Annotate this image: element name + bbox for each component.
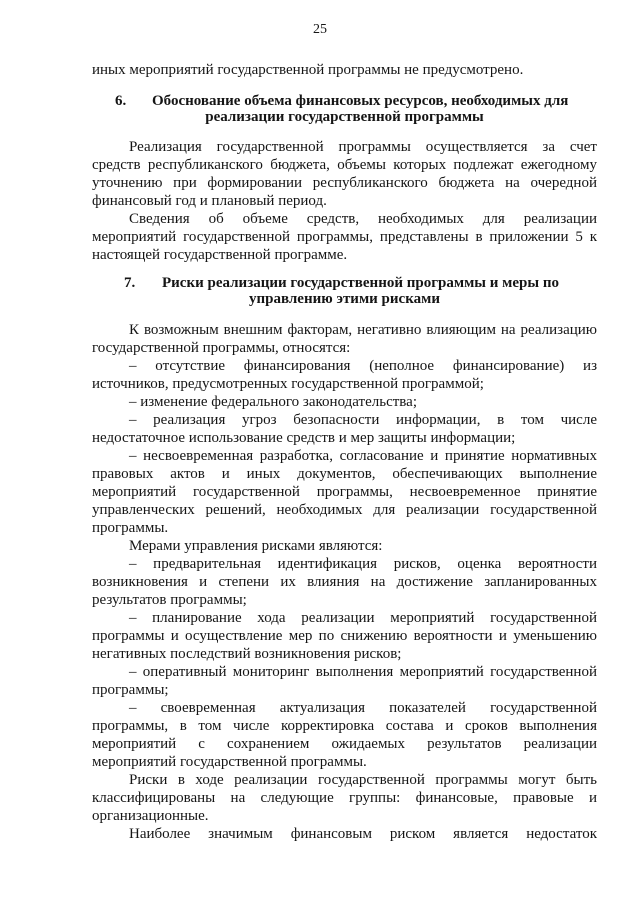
paragraph: [92, 771, 597, 825]
paragraph-line: – отсутствие финансирования (неполное финансирование) из: [129, 358, 597, 374]
paragraph-line: мероприятий государственной программы.: [92, 754, 367, 770]
paragraph-line: – предварительная идентификация рисков, оценка вероятности: [129, 556, 597, 572]
section-title-line: Риски реализации государственной программы и меры по: [162, 275, 559, 291]
paragraph: [92, 393, 597, 411]
paragraph-line: финансовый год и плановый период.: [92, 193, 327, 209]
paragraph: [92, 699, 597, 771]
section-number: 7.: [124, 275, 136, 291]
paragraph-line: недостаточное использование средств и мер защиты информации;: [92, 430, 516, 446]
paragraph-line: мероприятий государственной программы, представлены в приложении 5 к: [92, 229, 597, 245]
paragraph-line: организационные.: [92, 808, 209, 824]
paragraph-line: управленческих решений, необходимых для реализации государственной: [92, 502, 597, 518]
paragraph-line: Наиболее значимым финансовым риском является недостаток: [129, 826, 597, 842]
paragraph-line: возникновения и степени их влияния на достижение запланированных: [92, 574, 597, 590]
paragraph: [92, 825, 597, 843]
paragraph-line: программы.: [92, 520, 169, 536]
paragraph: [92, 555, 597, 609]
paragraph-line: иных мероприятий государственной программы не предусмотрено.: [92, 62, 524, 78]
paragraph-line: – реализация угроз безопасности информации, в том числе: [129, 412, 597, 428]
paragraph-line: программы;: [92, 682, 169, 698]
paragraph-line: программы и осуществление мер по снижению вероятности и уменьшению: [92, 628, 597, 644]
paragraph-line: государственной программы, относятся:: [92, 340, 351, 356]
paragraph-line: – оперативный мониторинг выполнения мероприятий государственной: [129, 664, 597, 680]
paragraph-line: негативных последствий возникновения рисков;: [92, 646, 402, 662]
section: [92, 275, 597, 843]
paragraph-line: результатов программы;: [92, 592, 247, 608]
section-title-line: реализации государственной программы: [205, 109, 484, 125]
document-body: [92, 61, 597, 843]
paragraph-line: – своевременная актуализация показателей государственной: [129, 700, 597, 716]
paragraph: [92, 411, 597, 447]
page-number: 25: [313, 22, 327, 37]
paragraph-line: Мерами управления рисками являются:: [129, 538, 383, 554]
paragraph: [92, 357, 597, 393]
paragraph: [92, 138, 597, 210]
paragraph-line: классифицированы на следующие группы: финансовые, правовые и: [92, 790, 597, 806]
paragraph-line: мероприятий с сохранением ожидаемых результатов реализации: [92, 736, 597, 752]
paragraph: [92, 321, 597, 357]
paragraph: [92, 663, 597, 699]
paragraph-line: – планирование хода реализации мероприятий государственной: [129, 610, 597, 626]
paragraph-line: Сведения об объеме средств, необходимых для реализации: [129, 211, 597, 227]
paragraph: [92, 210, 597, 264]
paragraph: [92, 61, 597, 79]
section-number: 6.: [115, 93, 127, 109]
section: [92, 93, 597, 264]
paragraph: [92, 609, 597, 663]
paragraph-line: – изменение федерального законодательства;: [129, 394, 417, 410]
paragraph-line: средств республиканского бюджета, объемы которых подлежат ежегодному: [92, 157, 597, 173]
paragraph-line: программы, в том числе корректировка состава и сроков выполнения: [92, 718, 597, 734]
section-title-line: управлению этими рисками: [249, 291, 440, 307]
paragraph-line: Риски в ходе реализации государственной программы могут быть: [129, 772, 597, 788]
paragraph-line: настоящей государственной программе.: [92, 247, 348, 263]
section-heading: [92, 93, 597, 125]
paragraph-line: К возможным внешним факторам, негативно влияющим на реализацию: [129, 322, 597, 338]
paragraph-line: уточнению при формировании республиканского бюджета на очередной: [92, 175, 597, 191]
paragraph: [92, 447, 597, 537]
paragraph-line: Реализация государственной программы осуществляется за счет: [129, 139, 597, 155]
paragraph-line: источников, предусмотренных государственной программой;: [92, 376, 484, 392]
paragraph: [92, 537, 597, 555]
paragraph-line: правовых актов и иных документов, обеспечивающих выполнение: [92, 466, 597, 482]
paragraph-line: – несвоевременная разработка, согласование и принятие нормативных: [129, 448, 597, 464]
section-heading: [92, 275, 597, 307]
section-title-line: Обоснование объема финансовых ресурсов, необходимых для: [152, 93, 569, 109]
paragraph-line: мероприятий государственной программы, несвоевременное принятие: [92, 484, 597, 500]
